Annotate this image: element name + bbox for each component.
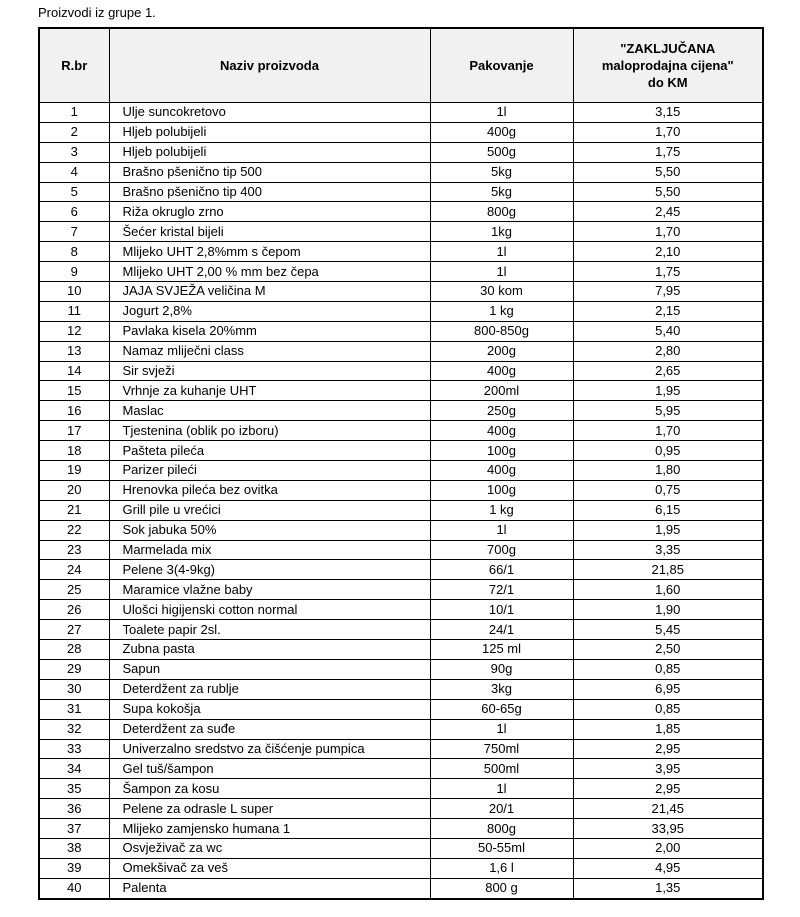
cell-naziv: Hrenovka pileća bez ovitka [109,480,430,500]
products-table [38,27,764,900]
cell-rbr: 26 [39,600,109,620]
table-row [39,262,763,282]
cell-rbr: 28 [39,640,109,660]
cell-naziv: Grill pile u vrećici [109,500,430,520]
cell-naziv: Pelene 3(4-9kg) [109,560,430,580]
cell-cijena: 1,70 [573,222,763,242]
table-row [39,242,763,262]
cell-naziv: Maslac [109,401,430,421]
table-row [39,659,763,679]
table-row [39,282,763,302]
cell-naziv: Ulje suncokretovo [109,103,430,123]
cell-naziv: Jogurt 2,8% [109,301,430,321]
cell-naziv: Sapun [109,659,430,679]
table-row [39,222,763,242]
cell-rbr: 25 [39,580,109,600]
cell-cijena: 33,95 [573,819,763,839]
cell-cijena: 2,15 [573,301,763,321]
cell-cijena: 0,75 [573,480,763,500]
cell-pakovanje: 500ml [430,759,573,779]
cell-pakovanje: 1l [430,520,573,540]
cell-pakovanje: 200ml [430,381,573,401]
cell-rbr: 27 [39,620,109,640]
cell-pakovanje: 100g [430,441,573,461]
cell-pakovanje: 400g [430,461,573,481]
table-row [39,321,763,341]
cell-naziv: Supa kokošja [109,699,430,719]
cell-cijena: 1,90 [573,600,763,620]
cell-rbr: 16 [39,401,109,421]
cell-pakovanje: 700g [430,540,573,560]
cell-pakovanje: 1kg [430,222,573,242]
cell-rbr: 4 [39,162,109,182]
cell-rbr: 20 [39,480,109,500]
column-header-cijena-line1: "ZAKLJUČANA [620,41,716,56]
cell-cijena: 2,95 [573,739,763,759]
cell-rbr: 33 [39,739,109,759]
table-row [39,779,763,799]
cell-cijena: 1,70 [573,421,763,441]
cell-rbr: 31 [39,699,109,719]
cell-rbr: 12 [39,321,109,341]
cell-pakovanje: 1,6 l [430,858,573,878]
cell-pakovanje: 1 kg [430,301,573,321]
cell-pakovanje: 90g [430,659,573,679]
column-header-cijena-line2: maloprodajna cijena" [601,58,734,73]
cell-naziv: Deterdžent za rublje [109,679,430,699]
cell-cijena: 1,75 [573,142,763,162]
cell-cijena: 3,35 [573,540,763,560]
cell-rbr: 2 [39,122,109,142]
cell-pakovanje: 50-55ml [430,838,573,858]
column-header-pakovanje: Pakovanje [430,28,573,103]
cell-naziv: Univerzalno sredstvo za čišćenje pumpica [109,739,430,759]
cell-cijena: 7,95 [573,282,763,302]
cell-pakovanje: 30 kom [430,282,573,302]
table-row [39,401,763,421]
cell-rbr: 30 [39,679,109,699]
cell-pakovanje: 400g [430,361,573,381]
table-row [39,461,763,481]
cell-naziv: Hljeb polubijeli [109,122,430,142]
cell-rbr: 35 [39,779,109,799]
cell-rbr: 1 [39,103,109,123]
page-title: Proizvodi iz grupe 1. [38,5,156,20]
table-row [39,421,763,441]
cell-cijena: 0,85 [573,699,763,719]
cell-naziv: Pašteta pileća [109,441,430,461]
cell-cijena: 1,85 [573,719,763,739]
cell-rbr: 21 [39,500,109,520]
cell-naziv: Parizer pileći [109,461,430,481]
cell-cijena: 21,85 [573,560,763,580]
cell-rbr: 11 [39,301,109,321]
table-row [39,759,763,779]
cell-rbr: 19 [39,461,109,481]
cell-naziv: Brašno pšenično tip 400 [109,182,430,202]
cell-rbr: 9 [39,262,109,282]
column-header-cijena-line3: do KM [647,75,688,90]
cell-naziv: Hljeb polubijeli [109,142,430,162]
cell-rbr: 13 [39,341,109,361]
cell-pakovanje: 1l [430,779,573,799]
cell-cijena: 6,95 [573,679,763,699]
cell-pakovanje: 750ml [430,739,573,759]
cell-cijena: 2,00 [573,838,763,858]
cell-pakovanje: 800g [430,819,573,839]
cell-naziv: Pelene za odrasle L super [109,799,430,819]
cell-cijena: 21,45 [573,799,763,819]
cell-pakovanje: 500g [430,142,573,162]
cell-rbr: 39 [39,858,109,878]
cell-pakovanje: 400g [430,122,573,142]
table-row [39,520,763,540]
cell-naziv: Palenta [109,878,430,898]
cell-naziv: Šampon za kosu [109,779,430,799]
cell-pakovanje: 72/1 [430,580,573,600]
cell-rbr: 38 [39,838,109,858]
cell-cijena: 2,10 [573,242,763,262]
column-header-naziv-proizvoda: Naziv proizvoda [109,28,430,103]
table-row [39,739,763,759]
cell-rbr: 22 [39,520,109,540]
cell-rbr: 14 [39,361,109,381]
cell-pakovanje: 1l [430,103,573,123]
cell-pakovanje: 400g [430,421,573,441]
cell-rbr: 34 [39,759,109,779]
table-row [39,838,763,858]
table-row [39,301,763,321]
cell-naziv: Riža okruglo zrno [109,202,430,222]
cell-pakovanje: 100g [430,480,573,500]
cell-pakovanje: 1l [430,262,573,282]
cell-rbr: 7 [39,222,109,242]
cell-rbr: 17 [39,421,109,441]
table-row [39,640,763,660]
table-row [39,799,763,819]
cell-cijena: 5,95 [573,401,763,421]
cell-cijena: 1,60 [573,580,763,600]
cell-rbr: 5 [39,182,109,202]
table-row [39,480,763,500]
cell-naziv: Brašno pšenično tip 500 [109,162,430,182]
cell-rbr: 24 [39,560,109,580]
table-row [39,620,763,640]
table-row [39,858,763,878]
cell-cijena: 1,75 [573,262,763,282]
cell-naziv: Tjestenina (oblik po izboru) [109,421,430,441]
cell-naziv: Mlijeko zamjensko humana 1 [109,819,430,839]
cell-naziv: Osvježivač za wc [109,838,430,858]
cell-pakovanje: 250g [430,401,573,421]
table-row [39,580,763,600]
cell-pakovanje: 1l [430,242,573,262]
cell-pakovanje: 24/1 [430,620,573,640]
cell-cijena: 4,95 [573,858,763,878]
cell-pakovanje: 10/1 [430,600,573,620]
cell-naziv: Gel tuš/šampon [109,759,430,779]
cell-pakovanje: 1l [430,719,573,739]
cell-naziv: Sok jabuka 50% [109,520,430,540]
cell-naziv: Omekšivač za veš [109,858,430,878]
cell-cijena: 2,95 [573,779,763,799]
table-row [39,142,763,162]
cell-rbr: 6 [39,202,109,222]
cell-naziv: Zubna pasta [109,640,430,660]
cell-cijena: 6,15 [573,500,763,520]
cell-rbr: 23 [39,540,109,560]
cell-cijena: 1,70 [573,122,763,142]
table-row [39,162,763,182]
cell-naziv: Mlijeko UHT 2,8%mm s čepom [109,242,430,262]
cell-cijena: 5,50 [573,182,763,202]
cell-cijena: 2,45 [573,202,763,222]
cell-cijena: 1,95 [573,520,763,540]
cell-cijena: 1,80 [573,461,763,481]
table-row [39,819,763,839]
table-row [39,540,763,560]
cell-naziv: JAJA SVJEŽA veličina M [109,282,430,302]
table-row [39,500,763,520]
cell-pakovanje: 3kg [430,679,573,699]
cell-pakovanje: 5kg [430,182,573,202]
table-row [39,122,763,142]
cell-pakovanje: 60-65g [430,699,573,719]
cell-rbr: 15 [39,381,109,401]
cell-naziv: Ulošci higijenski cotton normal [109,600,430,620]
column-header-cijena [573,28,763,103]
table-header-row [39,28,763,103]
cell-naziv: Marmelada mix [109,540,430,560]
cell-naziv: Maramice vlažne baby [109,580,430,600]
table-row [39,878,763,898]
table-row [39,182,763,202]
cell-rbr: 3 [39,142,109,162]
cell-pakovanje: 800 g [430,878,573,898]
cell-rbr: 29 [39,659,109,679]
cell-cijena: 2,50 [573,640,763,660]
cell-pakovanje: 800g [430,202,573,222]
cell-naziv: Toalete papir 2sl. [109,620,430,640]
cell-rbr: 37 [39,819,109,839]
table-row [39,679,763,699]
cell-pakovanje: 20/1 [430,799,573,819]
table-row [39,341,763,361]
column-header-rbr: R.br [39,28,109,103]
cell-cijena: 1,95 [573,381,763,401]
table-row [39,560,763,580]
cell-rbr: 10 [39,282,109,302]
cell-rbr: 36 [39,799,109,819]
cell-naziv: Deterdžent za suđe [109,719,430,739]
table-row [39,361,763,381]
cell-pakovanje: 800-850g [430,321,573,341]
cell-naziv: Mlijeko UHT 2,00 % mm bez čepa [109,262,430,282]
table-row [39,719,763,739]
cell-cijena: 3,95 [573,759,763,779]
cell-naziv: Sir svježi [109,361,430,381]
cell-cijena: 2,65 [573,361,763,381]
cell-cijena: 2,80 [573,341,763,361]
cell-cijena: 5,45 [573,620,763,640]
cell-cijena: 1,35 [573,878,763,898]
cell-rbr: 40 [39,878,109,898]
cell-naziv: Vrhnje za kuhanje UHT [109,381,430,401]
table-row [39,103,763,123]
table-row [39,381,763,401]
cell-cijena: 3,15 [573,103,763,123]
cell-cijena: 5,50 [573,162,763,182]
table-header [39,28,763,103]
cell-cijena: 0,95 [573,441,763,461]
table-row [39,202,763,222]
cell-pakovanje: 125 ml [430,640,573,660]
cell-rbr: 18 [39,441,109,461]
cell-pakovanje: 66/1 [430,560,573,580]
cell-naziv: Namaz mliječni class [109,341,430,361]
cell-naziv: Pavlaka kisela 20%mm [109,321,430,341]
cell-cijena: 0,85 [573,659,763,679]
table-body [39,103,763,899]
cell-pakovanje: 1 kg [430,500,573,520]
cell-rbr: 8 [39,242,109,262]
cell-pakovanje: 200g [430,341,573,361]
table-row [39,699,763,719]
cell-pakovanje: 5kg [430,162,573,182]
cell-rbr: 32 [39,719,109,739]
cell-naziv: Šećer kristal bijeli [109,222,430,242]
table-row [39,600,763,620]
cell-cijena: 5,40 [573,321,763,341]
table-row [39,441,763,461]
